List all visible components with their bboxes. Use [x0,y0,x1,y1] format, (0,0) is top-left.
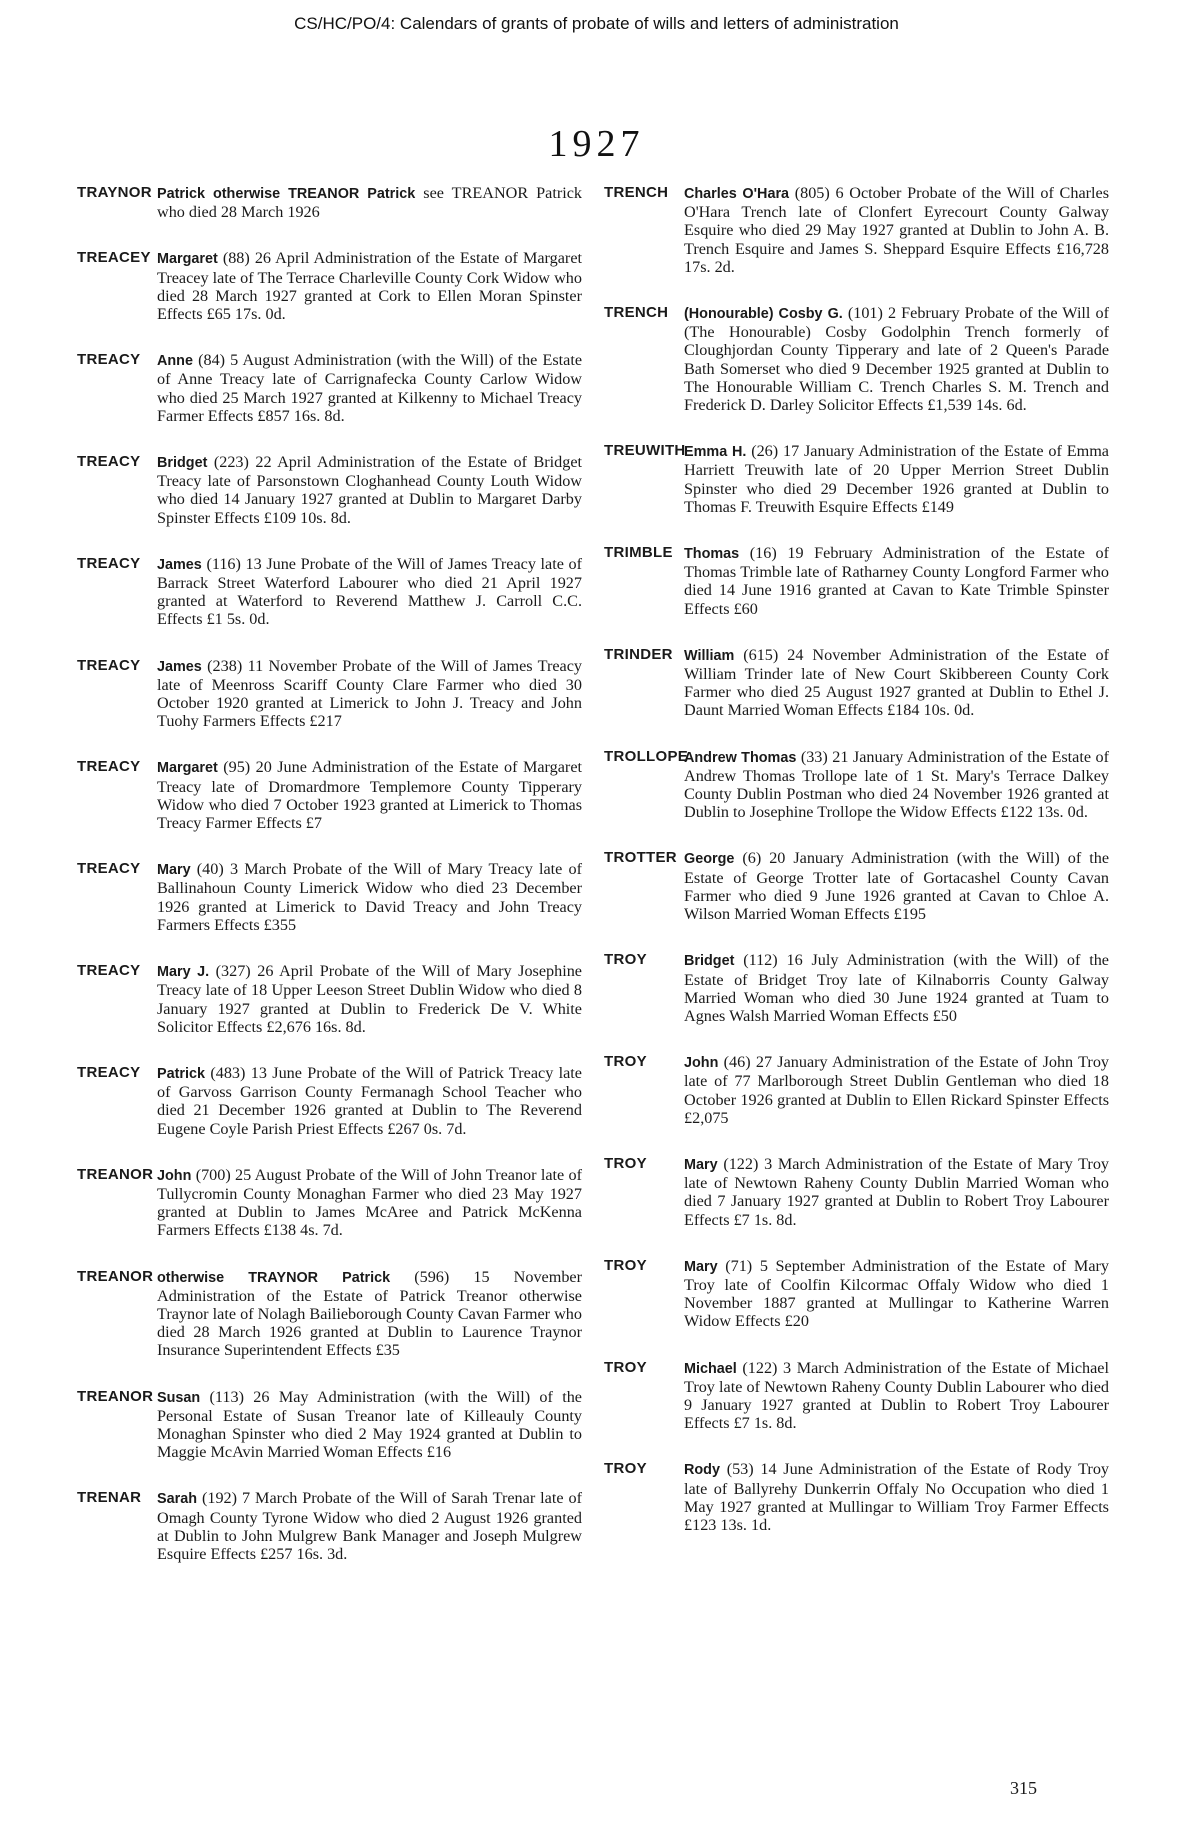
entry-forename: Mary [684,1156,718,1173]
entry-forename: otherwise TRAYNOR Patrick [157,1269,391,1286]
entry-surname: TREACY [77,1063,141,1081]
entry-surname: TROY [604,1460,647,1478]
entry-text: (805) 6 October Probate of the Will of Charles O'Hara Trench late of Clonfert Eyrecourt County Galway Esquire who died 29 May 1927 granted at Dublin to John A. B. Trench Esquire and James S. Sheppard Esquire Effects £16,728 17s. 2d. [684,184,1114,276]
entry-surname: TRINDER [604,645,673,663]
calendar-year: 1927 [548,123,645,165]
entry-forename: James [157,658,202,675]
calendar-entry [604,849,1114,924]
entry-text: (88) 26 April Administration of the Estate of Margaret Treacey late of The Terrace Charleville County Cork Widow who died 28 March 1927 granted at Cork to Ellen Moran Spinster Effects £65 17s. 0d. [157,249,587,324]
calendar-entry [604,304,1114,415]
entry-surname: TREACY [77,656,141,674]
entry-surname: TREACY [77,962,141,980]
entry-forename: William [684,647,735,664]
entry-forename: John [684,1055,719,1072]
entry-surname: TRENCH [604,304,669,322]
calendar-entry [77,351,587,425]
entry-surname: TROLLOPE [604,747,689,765]
entry-forename: James [157,556,202,573]
entry-forename: Charles O'Hara [684,186,790,202]
entry-surname: TRIMBLE [604,544,673,562]
entry-text: (223) 22 April Administration of the Estate of Bridget Treacy late of Parsonstown Cloghanhead County Louth Widow who died 14 January 1927 granted at Dublin to Margaret Darby Spinster Effects £109 10s. 8d. [157,453,587,527]
entry-text: (122) 3 March Administration of the Estate of Mary Troy late of Newtown Raheny County Dublin Married Woman who died 7 January 1927 granted at Dublin to Robert Troy Labourer Effects £7 1s. 8d. [684,1154,1114,1229]
entry-text: (33) 21 January Administration of the Estate of Andrew Thomas Trollope late of 1 St. Mary's Terrace Dalkey County Dublin Postman who died 24 November 1926 granted at Dublin to Josephine Trollope the Widow Effects £122 13s. 0d. [684,747,1114,822]
calendar-entry [604,442,1114,516]
entry-surname: TRAYNOR [77,184,152,201]
entry-text: (71) 5 September Administration of the Estate of Mary Troy late of Coolfin Kilcormac Offaly Widow who died 1 November 1887 granted at Mullingar to Katherine Warren Widow Effects £20 [684,1256,1114,1331]
entry-forename: Margaret [157,760,218,777]
entry-surname: TREACEY [77,249,151,267]
entry-text: (238) 11 November Probate of the Will of James Treacy late of Meenross Scariff County Clare Farmer who died 30 October 1920 granted at Limerick to John J. Treacy and John Tuohy Farmers Effects £217 [157,656,587,731]
calendar-entry [77,554,587,629]
calendar-entry [604,1358,1114,1433]
calendar-entry [604,1256,1114,1331]
entry-forename: (Honourable) Cosby G. [684,306,843,323]
entry-surname: TROTTER [604,849,677,867]
entry-text: (95) 20 June Administration of the Estate of Margaret Treacy late of Dromardmore Templemore County Tipperary Widow who died 7 October 1923 granted at Limerick to Thomas Treacy Farmer Effects £7 [157,758,586,833]
entry-forename: Rody [684,1462,720,1479]
entry-surname: TROY [604,1358,647,1376]
entry-forename: Patrick [157,1065,205,1082]
calendar-entry [604,1154,1114,1229]
calendar-entry [77,453,587,527]
entry-text: (596) 15 November Administration of the Estate of Patrick Treanor otherwise Traynor late of Nolagh Bailieborough County Cavan Farmer who died 28 March 1926 granted at Dublin to Laurence Traynor Insurance Superintendent Effects £35 [157,1267,587,1360]
calendar-entry [604,747,1114,822]
calendar-entry [604,1053,1114,1127]
entry-surname: TREACY [77,351,141,369]
calendar-entry [604,544,1114,618]
calendar-entry [77,962,587,1036]
entry-forename: Michael [684,1360,737,1377]
entry-text: (116) 13 June Probate of the Will of James Treacy late of Barrack Street Waterford Labourer who died 21 April 1927 granted at Waterford to Reverend Matthew J. Carroll C.C. Effects £1 5s. 0d. [157,554,587,629]
calendar-entry [77,1489,587,1563]
entry-text: (46) 27 January Administration of the Estate of John Troy late of 77 Marlborough Street Dublin Gentleman who died 18 October 1926 granted at Dublin to Ellen Rickard Spinster Effects £2,075 [684,1053,1114,1127]
entry-text: (16) 19 February Administration of the Estate of Thomas Trimble late of Ratharney County Longford Farmer who died 14 June 1916 granted at Cavan to Kate Trimble Spinster Effects £60 [684,544,1114,618]
entry-text: (483) 13 June Probate of the Will of Patrick Treacy late of Garvoss Garrison County Fermanagh School Teacher who died 21 December 1926 granted at Dublin to The Reverend Eugene Coyle Parish Priest Effects £267 0s. 7d. [157,1063,587,1138]
calendar-entry [77,184,587,222]
entry-surname: TROY [604,1256,647,1274]
entry-forename: Emma H. [684,444,747,461]
calendar-entry [77,1267,587,1360]
calendar-entry [604,645,1114,720]
right-column [604,184,1114,1562]
calendar-entry [77,758,586,833]
entry-text: (84) 5 August Administration (with the Will) of the Estate of Anne Treacy late of Carrignafecka County Carlow Widow who died 25 March 1927 granted at Kilkenny to Michael Treacy Farmer Effects £857 16s. 8d. [157,351,587,425]
entry-text: see TREANOR Patrick who died 28 March 1926 [157,184,587,222]
entry-text: (192) 7 March Probate of the Will of Sarah Trenar late of Omagh County Tyrone Widow who died 2 August 1926 granted at Dublin to John Mulgrew Bank Manager and Joseph Mulgrew Esquire Effects £257 16s. 3d. [157,1489,587,1563]
entry-forename: Susan [157,1389,201,1406]
entry-surname: TREACY [77,758,141,776]
calendar-entry [604,951,1114,1025]
entry-text: (700) 25 August Probate of the Will of John Treanor late of Tullycromin County Monaghan Farmer who died 23 May 1927 granted at Dublin to James McAree and Patrick McKenna Farmers Effects £138 4s. 7d. [157,1165,587,1240]
calendar-entry [77,656,587,731]
calendar-entry [604,184,1114,276]
entry-forename: Margaret [157,251,218,268]
entry-surname: TRENAR [77,1489,142,1507]
entry-surname: TREANOR [77,1387,154,1405]
entry-surname: TREANOR [77,1267,154,1285]
entry-surname: TREACY [77,453,141,471]
entry-forename: Andrew Thomas [684,749,797,766]
entry-surname: TREANOR [77,1165,154,1183]
entry-text: (122) 3 March Administration of the Estate of Michael Troy late of Newtown Raheny County Dublin Labourer who died 9 January 1927 granted at Dublin to Robert Troy Labourer Effects £7 1s. 8d. [684,1358,1114,1433]
entry-text: (101) 2 February Probate of the Will of (The Honourable) Cosby Godolphin Trench formerly of Cloughjordan County Tipperary and late of 2 Queen's Parade Bath Somerset who died 9 December 1925 granted at Dublin to The Honourable William C. Trench Charles S. M. Trench and Frederick D. Darley Solicitor Effects £1,539 14s. 6d. [684,304,1114,415]
calendar-entry [77,1063,587,1138]
entry-forename: Mary J. [157,964,210,981]
calendar-entry [77,249,587,324]
entry-forename: George [684,851,735,868]
entry-surname: TREACY [77,554,141,572]
left-column [77,184,587,1591]
entry-forename: Bridget [684,953,735,970]
entry-forename: John [157,1167,192,1184]
entry-surname: TROY [604,1154,647,1172]
page-number: 315 [1010,1778,1037,1798]
entry-surname: TROY [604,951,647,969]
entry-text: (112) 16 July Administration (with the Will) of the Estate of Bridget Troy late of Kilnaborris County Galway Married Woman who died 30 June 1924 granted at Tuam to Agnes Walsh Married Woman Effects £50 [684,951,1114,1025]
entry-surname: TROY [604,1053,647,1071]
entry-forename: Thomas [684,546,740,563]
entry-surname: TREACY [77,860,141,878]
entry-text: (113) 26 May Administration (with the Will) of the Personal Estate of Susan Treanor late of Killeauly County Monaghan Spinster who died 2 May 1924 granted at Dublin to Maggie McAvin Married Woman Effects £16 [157,1387,587,1462]
entry-forename: Patrick otherwise TREANOR Patrick [157,186,416,202]
entry-text: (40) 3 March Probate of the Will of Mary Treacy late of Ballinahoun County Limerick Widow who died 23 December 1926 granted at Limerick to David Treacy and John Treacy Farmers Effects £355 [157,860,587,934]
calendar-entry [604,1460,1114,1534]
entry-surname: TRENCH [604,184,669,201]
entry-text: (26) 17 January Administration of the Estate of Emma Harriett Treuwith late of 20 Upper Merrion Street Dublin Spinster who died 29 December 1926 granted at Dublin to Thomas F. Treuwith Esquire Effects £149 [684,442,1114,516]
entry-surname: TREUWITH [604,442,686,460]
page-header: CS/HC/PO/4: Calendars of grants of probate of wills and letters of administration [294,14,899,33]
entry-forename: Sarah [157,1491,197,1508]
entry-text: (615) 24 November Administration of the Estate of William Trinder late of New Court Skibbereen County Cork Farmer who died 25 August 1927 granted at Dublin to Ethel J. Daunt Married Woman Effects £184 10s. 0d. [684,645,1114,720]
entry-text: (6) 20 January Administration (with the Will) of the Estate of George Trotter late of Gortacashel County Cavan Farmer who died 9 June 1926 granted at Cavan to Chloe A. Wilson Married Woman Effects £195 [684,849,1114,924]
entry-text: (327) 26 April Probate of the Will of Mary Josephine Treacy late of 18 Upper Leeson Street Dublin Widow who died 8 January 1927 granted at Dublin to Frederick De V. White Solicitor Effects £2,676 16s. 8d. [157,962,587,1036]
entry-text: (53) 14 June Administration of the Estate of Rody Troy late of Ballyrehy Dunkerrin Offaly No Occupation who died 1 May 1927 granted at Mullingar to William Troy Farmer Effects £123 13s. 1d. [684,1460,1114,1534]
calendar-entry [77,1165,587,1240]
calendar-entry [77,1387,587,1462]
entry-forename: Mary [684,1258,718,1275]
entry-forename: Anne [157,353,193,370]
calendar-entry [77,860,587,934]
entry-forename: Mary [157,862,191,879]
entry-forename: Bridget [157,455,208,472]
